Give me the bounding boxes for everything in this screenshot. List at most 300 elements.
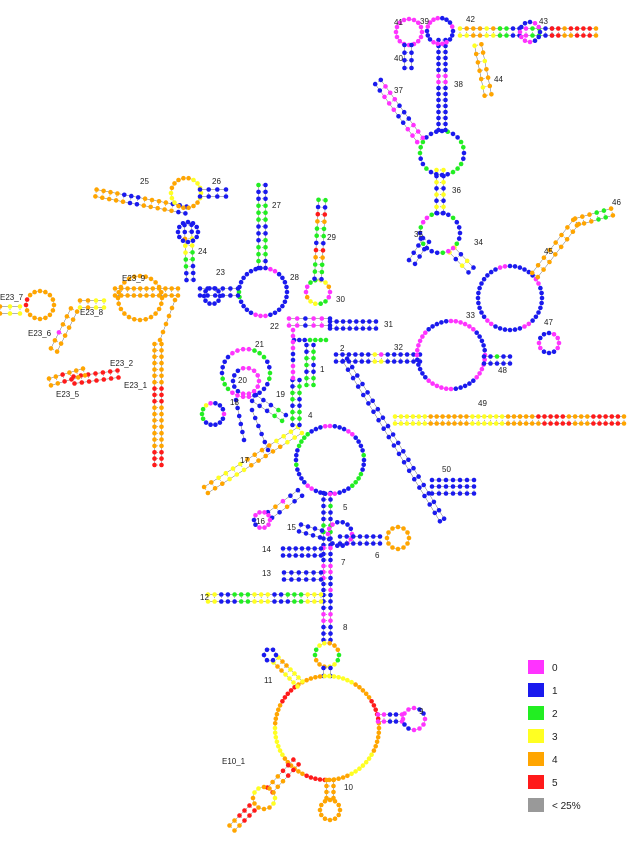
nucleotide xyxy=(294,453,299,458)
nucleotide xyxy=(311,343,316,348)
helix-label: 50 xyxy=(442,465,451,474)
nucleotide xyxy=(328,666,333,671)
nucleotide xyxy=(321,504,326,509)
nucleotide xyxy=(417,414,422,419)
nucleotide xyxy=(311,316,316,321)
nucleotide xyxy=(500,421,505,426)
nucleotide xyxy=(47,376,52,381)
nucleotide xyxy=(206,187,211,192)
helix-label: E23_7 xyxy=(0,293,24,302)
nucleotide xyxy=(457,225,462,230)
nucleotide xyxy=(444,386,449,391)
nucleotide xyxy=(423,717,428,722)
nucleotide xyxy=(144,293,149,298)
nucleotide xyxy=(591,414,596,419)
nucleotide xyxy=(135,202,140,207)
helix-label: 37 xyxy=(394,86,403,95)
nucleotide xyxy=(542,414,547,419)
nucleotide xyxy=(253,416,258,421)
nucleotide xyxy=(392,352,397,357)
nucleotide xyxy=(271,449,276,454)
nucleotide xyxy=(589,219,594,224)
nucleotide xyxy=(76,375,81,380)
nucleotide xyxy=(157,199,162,204)
loop-outline xyxy=(387,527,409,549)
nucleotide xyxy=(376,712,381,717)
nucleotide xyxy=(265,360,270,365)
nucleotide xyxy=(388,719,393,724)
nucleotide xyxy=(300,772,305,777)
nucleotide xyxy=(357,766,362,771)
nucleotide xyxy=(420,371,425,376)
nucleotide xyxy=(573,414,578,419)
nucleotide xyxy=(328,818,333,823)
nucleotide xyxy=(297,529,302,534)
nucleotide xyxy=(416,343,421,348)
nucleotide xyxy=(426,378,431,383)
nucleotide xyxy=(132,293,137,298)
nucleotide xyxy=(461,156,466,161)
nucleotide xyxy=(390,526,395,531)
nucleotide xyxy=(266,513,271,518)
nucleotide xyxy=(434,211,439,216)
nucleotide xyxy=(485,273,490,278)
bond-line xyxy=(315,200,319,279)
helix-label: 18 xyxy=(230,398,239,407)
nucleotide xyxy=(191,278,196,283)
nucleotide xyxy=(59,341,64,346)
nucleotide xyxy=(451,484,456,489)
nucleotide xyxy=(344,534,349,539)
nucleotide xyxy=(443,116,448,121)
nucleotide xyxy=(401,120,406,125)
nucleotide xyxy=(328,552,333,557)
nucleotide xyxy=(309,486,314,491)
nucleotide xyxy=(477,306,482,311)
nucleotide xyxy=(152,367,157,372)
nucleotide xyxy=(152,342,157,347)
nucleotide xyxy=(511,26,516,31)
nucleotide xyxy=(246,599,251,604)
nucleotide xyxy=(266,592,271,597)
nucleotide xyxy=(602,208,607,213)
nucleotide xyxy=(242,468,247,473)
nucleotide xyxy=(280,419,285,424)
nucleotide xyxy=(486,75,491,80)
loop-outline xyxy=(296,426,364,494)
nucleotide xyxy=(313,526,318,531)
nucleotide xyxy=(538,30,543,35)
nucleotide xyxy=(472,43,477,48)
nucleotide xyxy=(402,66,407,71)
nucleotide xyxy=(430,484,435,489)
nucleotide xyxy=(409,43,414,48)
bond-line xyxy=(301,525,322,531)
nucleotide xyxy=(359,472,364,477)
nucleotide xyxy=(159,405,164,410)
nucleotide xyxy=(376,719,381,724)
helix-label: 36 xyxy=(452,186,461,195)
nucleotide xyxy=(439,320,444,325)
nucleotide xyxy=(277,272,282,277)
nucleotide xyxy=(306,553,311,558)
helix-label: 35 xyxy=(414,230,423,239)
nucleotide xyxy=(94,298,99,303)
nucleotide xyxy=(304,356,309,361)
nucleotide xyxy=(69,377,74,382)
nucleotide xyxy=(328,424,333,429)
nucleotide xyxy=(345,522,350,527)
helix-label: 14 xyxy=(262,545,271,554)
nucleotide xyxy=(256,190,261,195)
nucleotide xyxy=(129,194,134,199)
nucleotide xyxy=(291,680,296,685)
nucleotide xyxy=(366,401,371,406)
nucleotide xyxy=(328,546,333,551)
nucleotide xyxy=(397,103,402,108)
nucleotide xyxy=(290,397,295,402)
nucleotide xyxy=(444,319,449,324)
nucleotide xyxy=(488,361,493,366)
nucleotide xyxy=(252,599,257,604)
nucleotide xyxy=(157,285,162,290)
nucleotide xyxy=(159,431,164,436)
nucleotide xyxy=(198,187,203,192)
nucleotide xyxy=(232,592,237,597)
nucleotide xyxy=(385,536,390,541)
nucleotide xyxy=(441,251,446,256)
nucleotide xyxy=(256,245,261,250)
nucleotide xyxy=(443,56,448,61)
nucleotide xyxy=(524,421,529,426)
nucleotide xyxy=(440,414,445,419)
nucleotide xyxy=(435,322,440,327)
nucleotide xyxy=(513,327,518,332)
nucleotide xyxy=(542,349,547,354)
nucleotide xyxy=(32,316,37,321)
nucleotide xyxy=(458,320,463,325)
helix-label: 27 xyxy=(272,201,281,210)
nucleotide xyxy=(297,384,302,389)
nucleotide xyxy=(313,301,318,306)
nucleotide xyxy=(251,796,256,801)
nucleotide xyxy=(407,258,412,263)
nucleotide xyxy=(436,92,441,97)
nucleotide xyxy=(622,414,627,419)
nucleotide xyxy=(524,414,529,419)
nucleotide xyxy=(533,38,538,43)
nucleotide xyxy=(28,293,33,298)
nucleotide xyxy=(345,774,350,779)
legend-swatch xyxy=(528,660,544,674)
nucleotide xyxy=(169,293,174,298)
nucleotide xyxy=(328,612,333,617)
nucleotide xyxy=(240,430,245,435)
nucleotide xyxy=(455,220,460,225)
nucleotide xyxy=(152,437,157,442)
nucleotide xyxy=(477,371,482,376)
nucleotide xyxy=(49,346,54,351)
nucleotide xyxy=(504,26,509,31)
nucleotide xyxy=(206,491,211,496)
nucleotide xyxy=(334,359,339,364)
nucleotide xyxy=(198,194,203,199)
nucleotide xyxy=(396,114,401,119)
nucleotide xyxy=(346,429,351,434)
nucleotide xyxy=(0,304,2,309)
nucleotide xyxy=(534,315,539,320)
nucleotide xyxy=(559,233,564,238)
nucleotide xyxy=(224,187,229,192)
nucleotide xyxy=(455,166,460,171)
nucleotide xyxy=(550,33,555,38)
nucleotide xyxy=(250,399,255,404)
nucleotide xyxy=(230,351,235,356)
nucleotide xyxy=(306,524,311,529)
nucleotide xyxy=(489,322,494,327)
nucleotide xyxy=(411,414,416,419)
nucleotide xyxy=(313,262,318,267)
nucleotide xyxy=(295,467,300,472)
nucleotide xyxy=(256,210,261,215)
nucleotide xyxy=(440,421,445,426)
nucleotide xyxy=(283,672,288,677)
nucleotide xyxy=(409,58,414,63)
nucleotide xyxy=(152,399,157,404)
nucleotide xyxy=(500,414,505,419)
nucleotide xyxy=(347,326,352,331)
nucleotide xyxy=(236,286,241,291)
nucleotide xyxy=(311,533,316,538)
nucleotide xyxy=(286,692,291,697)
nucleotide xyxy=(224,194,229,199)
nucleotide xyxy=(452,421,457,426)
nucleotide xyxy=(323,491,328,496)
nucleotide xyxy=(565,225,570,230)
nucleotide xyxy=(402,110,407,115)
nucleotide xyxy=(321,618,326,623)
nucleotide xyxy=(218,420,223,425)
nucleotide xyxy=(488,414,493,419)
nucleotide xyxy=(398,39,403,44)
nucleotide xyxy=(293,546,298,551)
nucleotide xyxy=(206,194,211,199)
nucleotide xyxy=(228,286,233,291)
nucleotide xyxy=(283,300,288,305)
nucleotide xyxy=(152,405,157,410)
nucleotide xyxy=(354,326,359,331)
nucleotide xyxy=(100,195,105,200)
nucleotide xyxy=(191,221,196,226)
nucleotide xyxy=(449,387,454,392)
nucleotide xyxy=(255,373,260,378)
nucleotide xyxy=(78,298,83,303)
nucleotide xyxy=(493,324,498,329)
nucleotide xyxy=(181,206,186,211)
nucleotide xyxy=(299,439,304,444)
helix-label: 16 xyxy=(256,517,265,526)
nucleotide xyxy=(241,304,246,309)
nucleotide xyxy=(573,421,578,426)
nucleotide xyxy=(399,414,404,419)
nucleotide xyxy=(198,286,203,291)
nucleotide xyxy=(518,30,523,35)
nucleotide xyxy=(452,414,457,419)
nucleotide xyxy=(454,386,459,391)
nucleotide xyxy=(290,384,295,389)
bond-line xyxy=(299,531,320,537)
nucleotide xyxy=(283,695,288,700)
nucleotide xyxy=(603,414,608,419)
nucleotide xyxy=(353,769,358,774)
nucleotide xyxy=(467,324,472,329)
nucleotide xyxy=(327,295,332,300)
helix-label: 25 xyxy=(140,177,149,186)
helix-label: 17 xyxy=(240,456,249,465)
nucleotide xyxy=(271,790,276,795)
nucleotide xyxy=(538,286,543,291)
nucleotide xyxy=(441,211,446,216)
nucleotide xyxy=(611,213,616,218)
nucleotide xyxy=(291,340,296,345)
nucleotide xyxy=(279,668,284,673)
nucleotide xyxy=(446,249,451,254)
nucleotide xyxy=(314,233,319,238)
legend-swatch xyxy=(528,752,544,766)
nucleotide xyxy=(465,491,470,496)
nucleotide xyxy=(328,517,333,522)
nucleotide xyxy=(299,476,304,481)
nucleotide xyxy=(333,491,338,496)
nucleotide xyxy=(350,432,355,437)
nucleotide xyxy=(440,16,445,21)
nucleotide xyxy=(444,40,449,45)
nucleotide xyxy=(254,393,259,398)
nucleotide xyxy=(437,484,442,489)
nucleotide xyxy=(493,267,498,272)
nucleotide xyxy=(321,666,326,671)
nucleotide xyxy=(429,170,434,175)
nucleotide xyxy=(435,42,440,47)
nucleotide xyxy=(321,606,326,611)
nucleotide xyxy=(321,612,326,617)
nucleotide xyxy=(259,432,264,437)
nucleotide xyxy=(256,458,261,463)
nucleotide xyxy=(392,359,397,364)
nucleotide xyxy=(354,319,359,324)
loop-outline xyxy=(417,321,485,389)
nucleotide xyxy=(276,408,281,413)
nucleotide xyxy=(305,285,310,290)
helix-label: 12 xyxy=(200,593,209,602)
nucleotide xyxy=(183,250,188,255)
nucleotide xyxy=(440,173,445,178)
nucleotide xyxy=(458,414,463,419)
nucleotide xyxy=(426,33,431,38)
nucleotide xyxy=(181,221,186,226)
nucleotide xyxy=(361,463,366,468)
nucleotide xyxy=(446,421,451,426)
nucleotide xyxy=(472,491,477,496)
nucleotide xyxy=(337,490,342,495)
nucleotide xyxy=(138,293,143,298)
nucleotide xyxy=(152,431,157,436)
nucleotide xyxy=(553,252,558,257)
nucleotide xyxy=(316,212,321,217)
nucleotide xyxy=(421,483,426,488)
nucleotide xyxy=(8,311,13,316)
nucleotide xyxy=(213,401,218,406)
nucleotide xyxy=(470,414,475,419)
nucleotide xyxy=(176,293,181,298)
nucleotide xyxy=(319,592,324,597)
nucleotide xyxy=(482,315,487,320)
nucleotide xyxy=(315,226,320,231)
nucleotide xyxy=(232,828,237,833)
nucleotide xyxy=(328,558,333,563)
nucleotide xyxy=(328,593,333,598)
nucleotide xyxy=(191,271,196,276)
nucleotide xyxy=(512,414,517,419)
nucleotide xyxy=(297,570,302,575)
nucleotide xyxy=(305,295,310,300)
nucleotide xyxy=(263,197,268,202)
nucleotide xyxy=(239,422,244,427)
nucleotide xyxy=(569,33,574,38)
nucleotide xyxy=(293,553,298,558)
nucleotide xyxy=(169,191,174,196)
nucleotide xyxy=(161,330,166,335)
nucleotide xyxy=(202,485,207,490)
nucleotide xyxy=(407,116,412,121)
nucleotide xyxy=(291,358,296,363)
nucleotide xyxy=(411,251,416,256)
nucleotide xyxy=(530,421,535,426)
nucleotide xyxy=(410,133,415,138)
nucleotide xyxy=(319,599,324,604)
nucleotide xyxy=(119,307,124,312)
nucleotide xyxy=(218,403,223,408)
nucleotide xyxy=(317,643,322,648)
nucleotide xyxy=(463,322,468,327)
nucleotide xyxy=(333,424,338,429)
nucleotide xyxy=(247,803,252,808)
nucleotide xyxy=(312,599,317,604)
nucleotide xyxy=(360,352,365,357)
nucleotide xyxy=(596,217,601,222)
nucleotide xyxy=(423,421,428,426)
nucleotide xyxy=(297,391,302,396)
nucleotide xyxy=(443,98,448,103)
nucleotide xyxy=(314,248,319,253)
nucleotide xyxy=(292,435,297,440)
nucleotide xyxy=(309,775,314,780)
nucleotide xyxy=(334,319,339,324)
nucleotide xyxy=(256,204,261,209)
helix-label: 4 xyxy=(308,411,313,420)
nucleotide xyxy=(351,534,356,539)
nucleotide xyxy=(495,354,500,359)
nucleotide xyxy=(443,104,448,109)
nucleotide xyxy=(436,104,441,109)
nucleotide xyxy=(353,480,358,485)
nucleotide xyxy=(150,198,155,203)
nucleotide xyxy=(320,263,325,268)
nucleotide xyxy=(323,799,328,804)
nucleotide xyxy=(434,180,439,185)
nucleotide xyxy=(385,352,390,357)
nucleotide xyxy=(267,805,272,810)
